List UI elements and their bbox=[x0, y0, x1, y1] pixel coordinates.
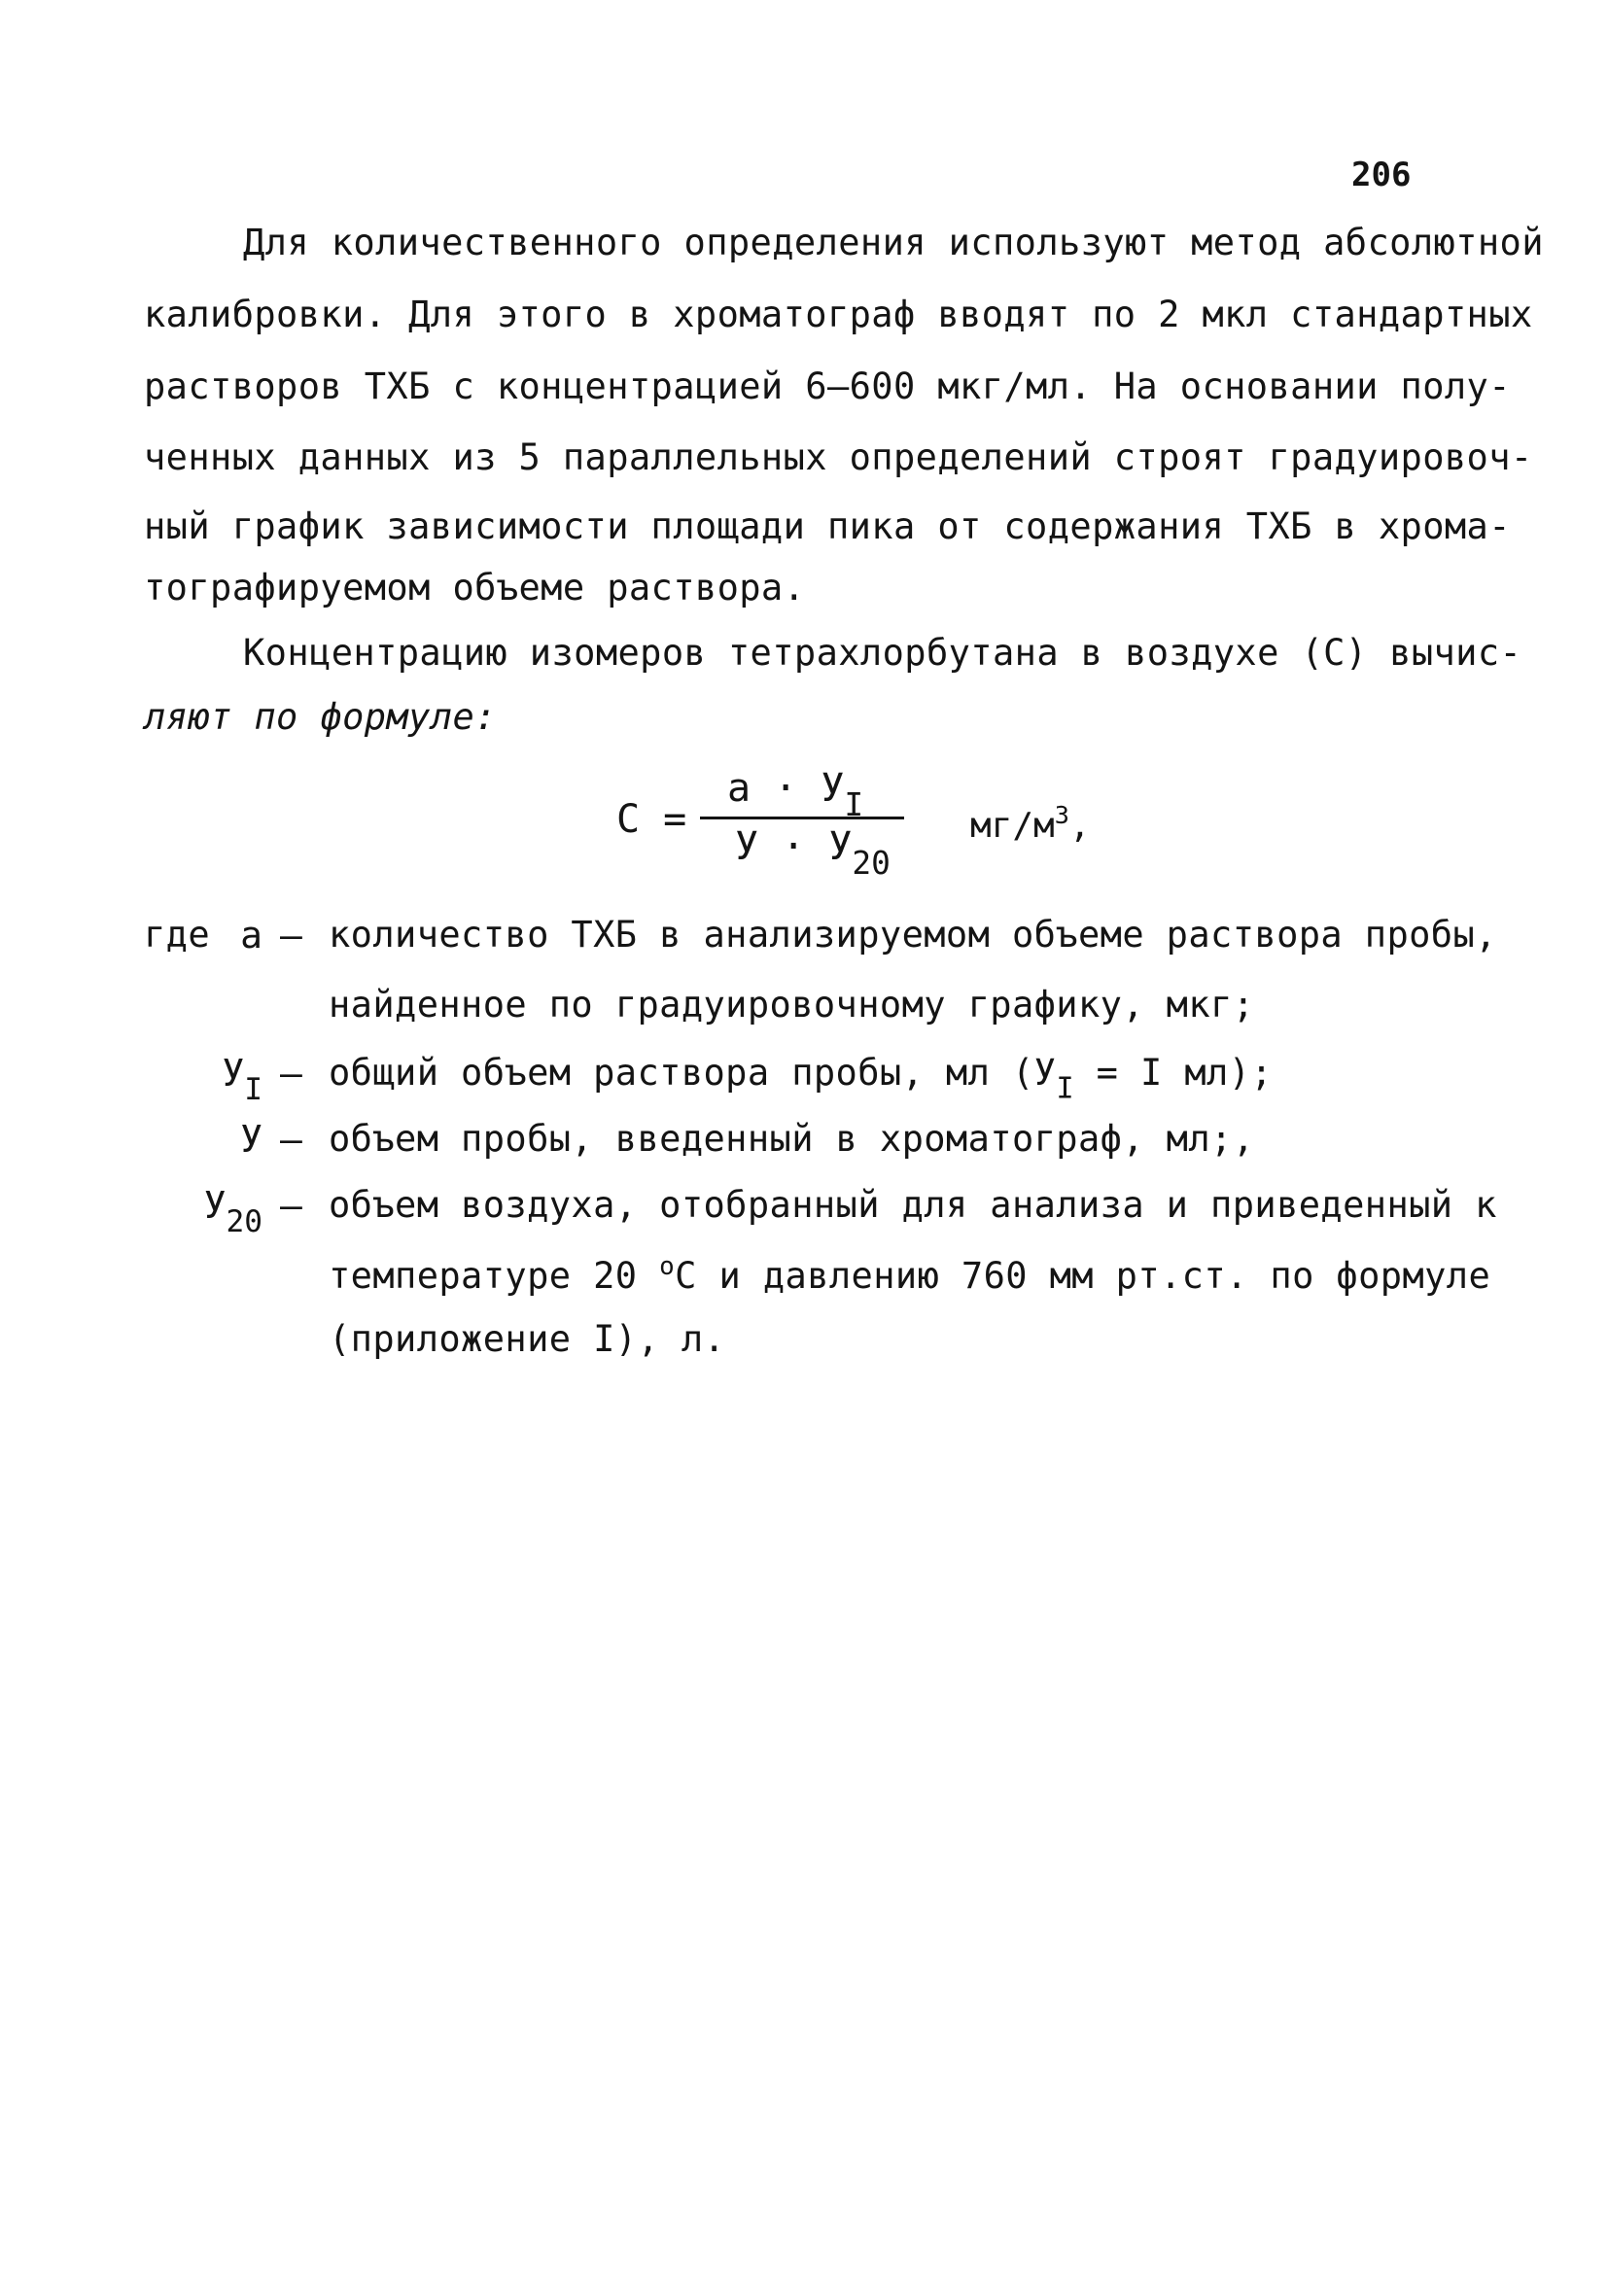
definition-symbol-v1 bbox=[117, 1052, 262, 1107]
symbol-sub: 20 bbox=[226, 1204, 262, 1240]
definition-v1-text: общий объем раствора пробы, мл (У bbox=[329, 1052, 1057, 1094]
formula-numerator bbox=[727, 766, 863, 823]
definition-v1-text-tail: = I мл); bbox=[1073, 1052, 1274, 1094]
definition-symbol-v bbox=[117, 1118, 262, 1161]
formula-units-sup: 3 bbox=[1054, 801, 1069, 829]
definition-dash: – bbox=[280, 914, 302, 957]
degree-sign: о bbox=[659, 1252, 676, 1281]
definition-v20-line-3: (приложение I), л. bbox=[329, 1318, 726, 1360]
definition-symbol-v20 bbox=[117, 1184, 262, 1239]
definition-v20-line-1: объем воздуха, отобранный для анализа и приведенный к bbox=[329, 1184, 1497, 1226]
fraction-bar bbox=[700, 817, 904, 819]
formula-lhs: С = bbox=[616, 797, 687, 842]
formula-denominator-main: У · У bbox=[735, 824, 853, 869]
definition-v20-text-tail: С и давлению 760 мм рт.ст. по формуле bbox=[675, 1255, 1491, 1298]
paragraph1-line-6: тографируемом объеме раствора. bbox=[144, 567, 806, 609]
symbol-main: У bbox=[222, 1052, 245, 1095]
definition-v20-line-2 bbox=[329, 1252, 1490, 1297]
definition-v1-sub: I bbox=[1056, 1071, 1074, 1106]
paragraph2-line-1: Концентрацию изомеров тетрахлорбутана в воздухе (С) вычис- bbox=[243, 632, 1522, 674]
definition-dash: – bbox=[280, 1118, 302, 1161]
formula-numerator-main: а · У bbox=[727, 766, 845, 811]
definition-symbol-a bbox=[117, 914, 262, 957]
symbol-main: У bbox=[240, 1118, 262, 1161]
formula-numerator-sub: I bbox=[844, 785, 864, 823]
definition-v-line-1: объем пробы, введенный в хроматограф, мл;, bbox=[329, 1118, 1255, 1160]
definition-a-line-2: найденное по градуировочному графику, мкг; bbox=[329, 984, 1255, 1026]
paragraph1-line-2: калибровки. Для этого в хроматограф вводят по 2 мкл стандартных bbox=[144, 294, 1533, 335]
symbol-sub: I bbox=[244, 1072, 262, 1108]
paragraph2-line-2: ляют по формуле: bbox=[144, 696, 497, 738]
formula-denominator bbox=[735, 824, 891, 882]
formula-denominator-sub: 20 bbox=[852, 844, 891, 882]
definition-v20-text: температуре 20 bbox=[329, 1255, 660, 1298]
paragraph1-line-3: растворов ТХБ с концентрацией 6–600 мкг/мл. На основании полу- bbox=[144, 365, 1511, 407]
formula-units bbox=[970, 801, 1091, 846]
definition-v1-line-1 bbox=[329, 1052, 1273, 1106]
formula-units-tail: , bbox=[1068, 805, 1091, 846]
symbol-main: а bbox=[240, 914, 262, 957]
paragraph1-line-5: ный график зависимости площади пика от содержания ТХБ в хрома- bbox=[144, 505, 1511, 547]
symbol-main: У bbox=[203, 1184, 227, 1227]
page-number: 206 bbox=[1351, 156, 1412, 194]
paragraph1-line-4: ченных данных из 5 параллельных определений строят градуировоч- bbox=[144, 436, 1533, 478]
paragraph1-line-1: Для количественного определения используют метод абсолютной bbox=[243, 222, 1544, 263]
definition-a-line-1: количество ТХБ в анализируемом объеме раствора пробы, bbox=[329, 914, 1497, 956]
formula-units-main: мг/м bbox=[970, 805, 1055, 846]
definition-dash: – bbox=[280, 1052, 302, 1095]
definition-dash: – bbox=[280, 1184, 302, 1227]
concentration-formula bbox=[603, 768, 1108, 894]
definitions-intro: где bbox=[144, 914, 211, 956]
